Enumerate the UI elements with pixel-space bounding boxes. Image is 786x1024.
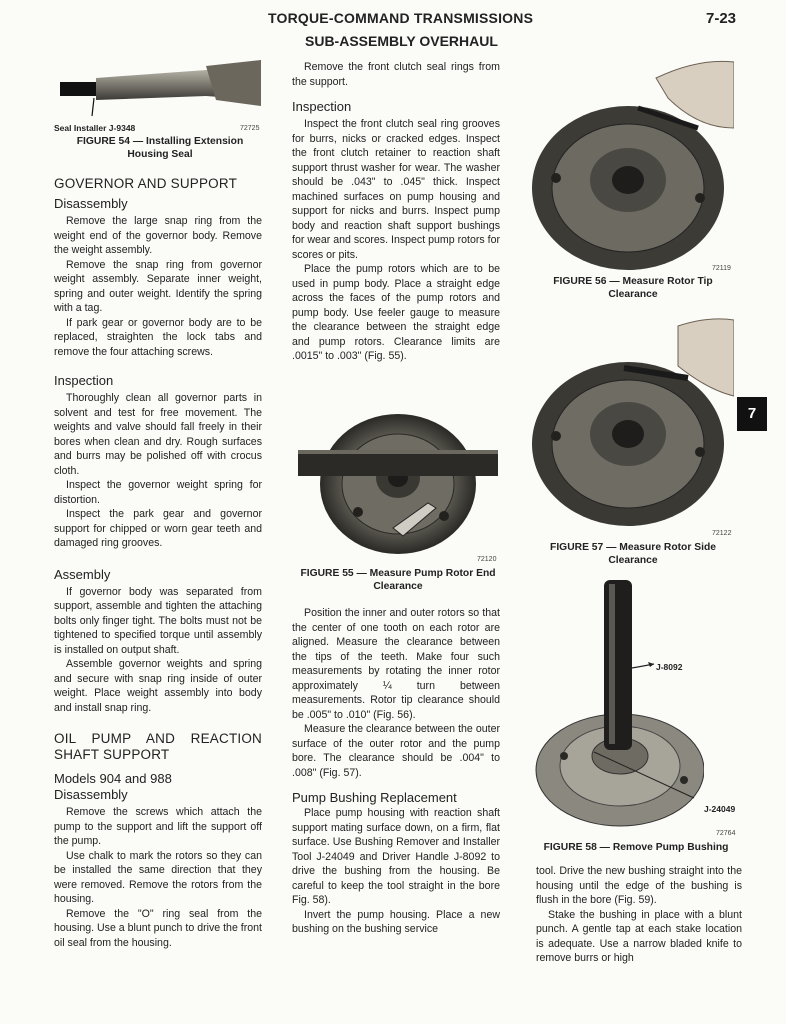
bushing-heading: Pump Bushing Replacement <box>292 790 457 805</box>
paragraph: Thoroughly clean all governor parts in solvent and test for free movement. The weights and valve should fall freely in their bores when clean and dry. Rough surfaces and burrs may be polished off with crocus cloth. <box>54 392 262 477</box>
paragraph: Stake the bushing in place with a blunt punch. A gentle tap at each stake location is adequate. Use a narrow bladed knife to remove burrs or high <box>536 908 742 964</box>
fig57-caption: FIGURE 57 — Measure Rotor Side Clearance <box>550 542 716 566</box>
paragraph: Use chalk to mark the rotors so they can be installed the same direction that they were removed. Remove the rotors from the housing. <box>54 849 262 905</box>
paragraph: Remove the front clutch seal rings from the support. <box>292 61 500 88</box>
paragraph: Inspect the front clutch seal ring grooves for burrs, nicks or cracked edges. Inspect the front clutch retainer to reaction shaft support thrust washer for wear. The washer should be .043" to .045" thick. Inspect machined surfaces on pump housing and support for nicks and burrs. Inspect pump body and reaction shaft support bushings for wear and scores. Inspect pump rotors for scores or pits. <box>292 118 500 261</box>
paragraph: Position the inner and outer rotors so that the center of one tooth on each rotor are aligned. Measure the clearance between the tips of the teeth. Make four such measurements by rotating the inner rotor approximately ¼ turn between measurements. Rotor tip clearance should be .005" to .010" (Fig. 56). <box>292 607 500 721</box>
paragraph: Measure the clearance between the outer surface of the outer rotor and the pump bore. The clearance should be .004" to .008" (Fig. 57). <box>292 723 500 779</box>
paragraph: Place pump housing with reaction shaft support mating surface down, on a firm, flat surface. Use Bushing Remover and Installer Tool J-24049 and Driver Handle J-8092 to drive the bushing from the housing. Be careful to keep the tool straight in the bore Fig. 58). <box>292 807 500 906</box>
fig58-number: 72764 <box>716 830 736 837</box>
paragraph: If park gear or governor body are to be replaced, straighten the lock tabs and remove the four attaching screws. <box>54 316 262 358</box>
paragraph: Remove the large snap ring from the weight end of the governor body. Remove the weight assembly. <box>54 215 262 256</box>
paragraph: Remove the snap ring from governor weight assembly. Separate inner weight, spring and outer weight. Identify the spring with a tag. <box>54 258 262 314</box>
fig54-caption: FIGURE 54 — Installing Extension Housing Seal <box>76 136 244 160</box>
paragraph: Assemble governor weights and spring and secure with snap ring inside of outer weight. Place weight assembly into body and install snap ring. <box>54 658 262 714</box>
assembly-heading: Assembly <box>54 566 111 582</box>
paragraph: Inspect the governor weight spring for distortion. <box>54 479 262 506</box>
fig55-caption: FIGURE 55 — Measure Pump Rotor End Clearance <box>300 568 496 592</box>
fig58-label-j24049: J-24049 <box>704 804 736 814</box>
right-column-bottom <box>536 864 742 966</box>
paragraph: Place the pump rotors which are to be used in pump body. Place a straight edge across the faces of the pump rotors and pump body. Use feeler gauge to measure the clearance between the straight edge and pump rotors. Clearance limits are .0015" to .003" (Fig. 55). <box>292 263 500 362</box>
paragraph: Remove the "O" ring seal from the housing. Use a blunt punch to drive the front oil seal from the housing. <box>54 907 262 949</box>
figure-58-photo <box>534 580 704 828</box>
fig58-label-j8092: J-8092 <box>656 662 683 672</box>
section-subtitle: SUB-ASSEMBLY OVERHAUL <box>305 33 498 49</box>
left-column <box>54 162 262 950</box>
paragraph: Invert the pump housing. Place a new bushing on the bushing service <box>292 908 500 935</box>
fig55-number: 72120 <box>477 556 497 563</box>
inspection-heading: Inspection <box>54 373 114 388</box>
fig57-number: 72122 <box>712 530 732 537</box>
figure-55-photo <box>298 408 498 556</box>
models-heading: Models 904 and 988 <box>54 771 172 786</box>
inspection-heading: Inspection <box>292 99 352 114</box>
fig54-number: 72725 <box>240 125 260 132</box>
fig54-tool-label: Seal Installer J-9348 <box>54 123 136 133</box>
fig56-number: 72119 <box>712 265 731 272</box>
figure-54-photo <box>56 60 261 122</box>
paragraph: Remove the screws which attach the pump to the support and lift the support off the pump. <box>54 806 262 847</box>
section-tab: 7 <box>737 397 767 431</box>
disassembly-heading: Disassembly <box>54 196 128 211</box>
fig56-caption: FIGURE 56 — Measure Rotor Tip Clearance <box>553 276 713 300</box>
paragraph: tool. Drive the new bushing straight into the housing until the edge of the bushing is flush in the bore (Fig. 59). <box>536 865 742 906</box>
oil-pump-heading: OIL PUMP AND REACTION SHAFT SUPPORT <box>54 731 262 762</box>
paragraph: If governor body was separated from support, assemble and tighten the attaching bolts only finger tight. The bolts must not be tightened to specified torque until assembly is installed on output shaft. <box>54 585 262 656</box>
middle-column-top <box>292 60 500 364</box>
fig58-caption: FIGURE 58 — Remove Pump Bushing <box>543 842 729 853</box>
figure-57-photo <box>528 316 734 530</box>
disassembly2-heading: Disassembly <box>54 787 128 802</box>
paragraph: Inspect the park gear and governor support for chipped or worn gear teeth and damaged ring grooves. <box>54 508 262 549</box>
running-header: TORQUE-COMMAND TRANSMISSIONS <box>268 10 534 26</box>
page-number: 7-23 <box>706 10 737 27</box>
middle-column-bottom <box>292 606 500 937</box>
figure-56-photo <box>528 58 734 272</box>
governor-heading: GOVERNOR AND SUPPORT <box>54 176 238 191</box>
